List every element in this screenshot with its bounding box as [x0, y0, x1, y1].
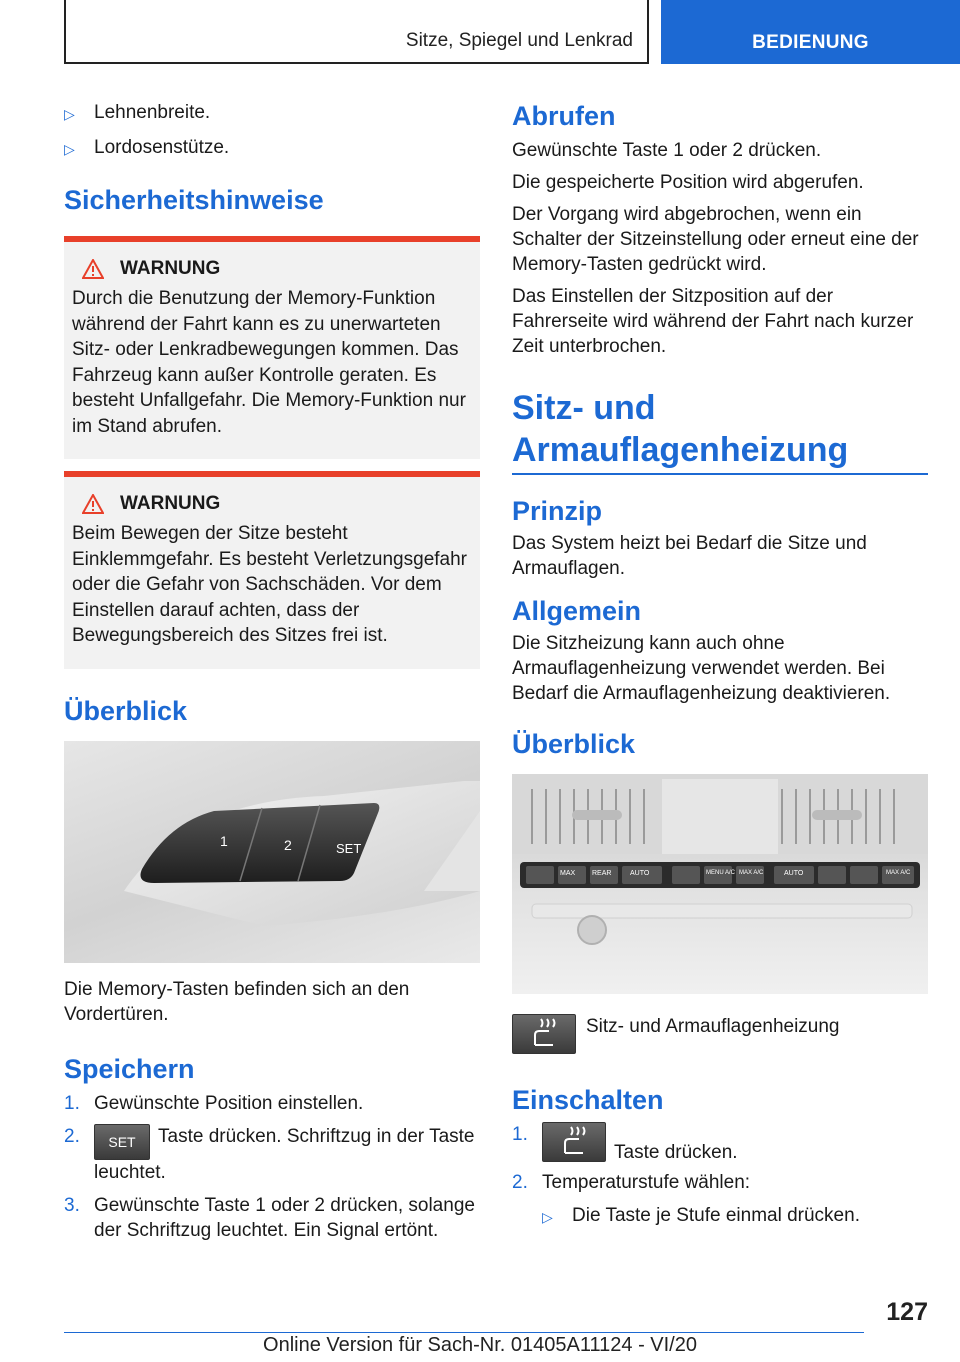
seat-heating-button-icon	[512, 1014, 576, 1054]
heading-divider	[512, 473, 928, 475]
warning-text: Beim Bewegen der Sitze besteht Einklemmgefahr. Es besteht Verletzungsgefahr oder die Gefahr von Sachschäden. Vor dem Einstellen darauf achten, dass der Bewegungsbereich des Sitzes frei ist.	[72, 523, 468, 646]
recall-paragraph: Das Einstellen der Sitzposition auf der Fahrerseite wird während der Fahrt nach kurzer Zeit unterbrochen.	[512, 286, 914, 357]
memory-button-1-label: 1	[220, 832, 228, 849]
list-item: ▷ Die Taste je Stufe einmal drücken.	[542, 1203, 928, 1230]
warning-triangle-icon	[82, 494, 104, 514]
warning-box-2	[64, 471, 480, 669]
panel-label: MENU A/C	[706, 870, 736, 876]
overview-text: Die Memory-Tasten befinden sich an den Vordertüren.	[64, 978, 410, 1025]
overview-heading: Überblick	[64, 695, 188, 726]
on-heading: Einschalten	[512, 1085, 664, 1115]
header-section-box	[64, 0, 649, 64]
header-chapter-tab: BEDIENUNG	[661, 0, 960, 64]
climate-panel-photo	[512, 774, 928, 994]
memory-button-2-label: 2	[284, 836, 292, 853]
left-column	[64, 100, 480, 1251]
seat-heating-icon	[513, 1015, 575, 1053]
principle-heading: Prinzip	[512, 496, 603, 526]
door-panel-illustration	[64, 741, 480, 963]
warning-title: WARNUNG	[120, 493, 221, 514]
footer-divider	[64, 1332, 864, 1333]
recall-paragraph: Der Vorgang wird abgebrochen, wenn ein Schalter der Sitzeinstellung oder erneut eine der Memory-Tasten gedrückt wird.	[512, 204, 919, 275]
triangle-bullet-icon: ▷	[64, 141, 75, 157]
panel-label: MAX	[560, 870, 576, 877]
panel-label: MAX A/C	[739, 870, 764, 876]
legend-text: Sitz- und Armauflagenheizung	[586, 1016, 840, 1037]
temperature-sub-bullets	[542, 1203, 928, 1230]
triangle-bullet-icon: ▷	[64, 106, 75, 122]
panel-label: AUTO	[784, 870, 804, 877]
heating-heading: Sitz- und Armauflagenheizung	[512, 389, 849, 469]
warning-title: WARNUNG	[120, 258, 221, 279]
adjust-bullets	[64, 100, 480, 162]
recall-heading: Abrufen	[512, 101, 616, 131]
triangle-bullet-icon: ▷	[542, 1209, 553, 1225]
overview-heading-right: Überblick	[512, 729, 636, 759]
panel-label: REAR	[592, 870, 612, 877]
list-item: ▷ Lordosenstütze.	[64, 135, 480, 162]
memory-buttons-photo	[64, 741, 480, 963]
save-steps	[64, 1091, 480, 1243]
memory-button-set-label: SET	[336, 840, 362, 856]
footer-text: Online Version für Sach-Nr. 01405A11124 - VI/20	[263, 1334, 697, 1356]
recall-paragraph: Die gespeicherte Position wird abgerufen.	[512, 172, 864, 193]
list-item: ▷ Lehnenbreite.	[64, 100, 480, 127]
list-item: 2. Temperaturstufe wählen:	[512, 1172, 751, 1193]
list-item: 3. Gewünschte Taste 1 oder 2 drücken, solange der Schriftzug leuchtet. Ein Signal ertönt.	[64, 1194, 475, 1241]
header-section-title: Sitze, Spiegel und Lenkrad	[405, 30, 633, 51]
safety-heading: Sicherheitshinweise	[64, 185, 324, 215]
dashboard-illustration	[512, 774, 928, 994]
warning-box-1	[64, 236, 480, 459]
seat-heating-key-icon	[542, 1122, 606, 1162]
principle-text: Das System heizt bei Bedarf die Sitze und Armauflagen.	[512, 533, 867, 579]
general-text: Die Sitzheizung kann auch ohne Armauflagenheizung verwendet werden. Bei Bedarf die Armauflagenheizung deaktivieren.	[512, 633, 891, 704]
right-column	[512, 100, 928, 1238]
recall-paragraph: Gewünschte Taste 1 oder 2 drücken.	[512, 140, 822, 161]
warning-triangle-icon	[82, 259, 104, 279]
warning-text: Durch die Benutzung der Memory-Funktion während der Fahrt kann es zu unerwarteten Sitz- oder Lenkradbewegungen kommen. Das Fahrzeug kann außer Kontrolle geraten. Es besteht Unfallgefahr. Die Memory-Funktion nur im Stand abrufen.	[72, 288, 466, 437]
page-number: 127	[886, 1298, 928, 1326]
set-key-icon: SET	[94, 1124, 150, 1160]
panel-label: MAX A/C	[886, 870, 911, 876]
on-steps	[512, 1122, 928, 1195]
save-heading: Speichern	[64, 1053, 195, 1084]
list-item: 1. Taste drücken.	[512, 1124, 738, 1163]
general-heading: Allgemein	[512, 596, 642, 626]
list-item: 1. Gewünschte Position einstellen.	[64, 1092, 364, 1114]
panel-label: AUTO	[630, 870, 650, 877]
list-item: 2. SET Taste drücken. Schriftzug in der Taste leuchtet.	[64, 1125, 475, 1183]
